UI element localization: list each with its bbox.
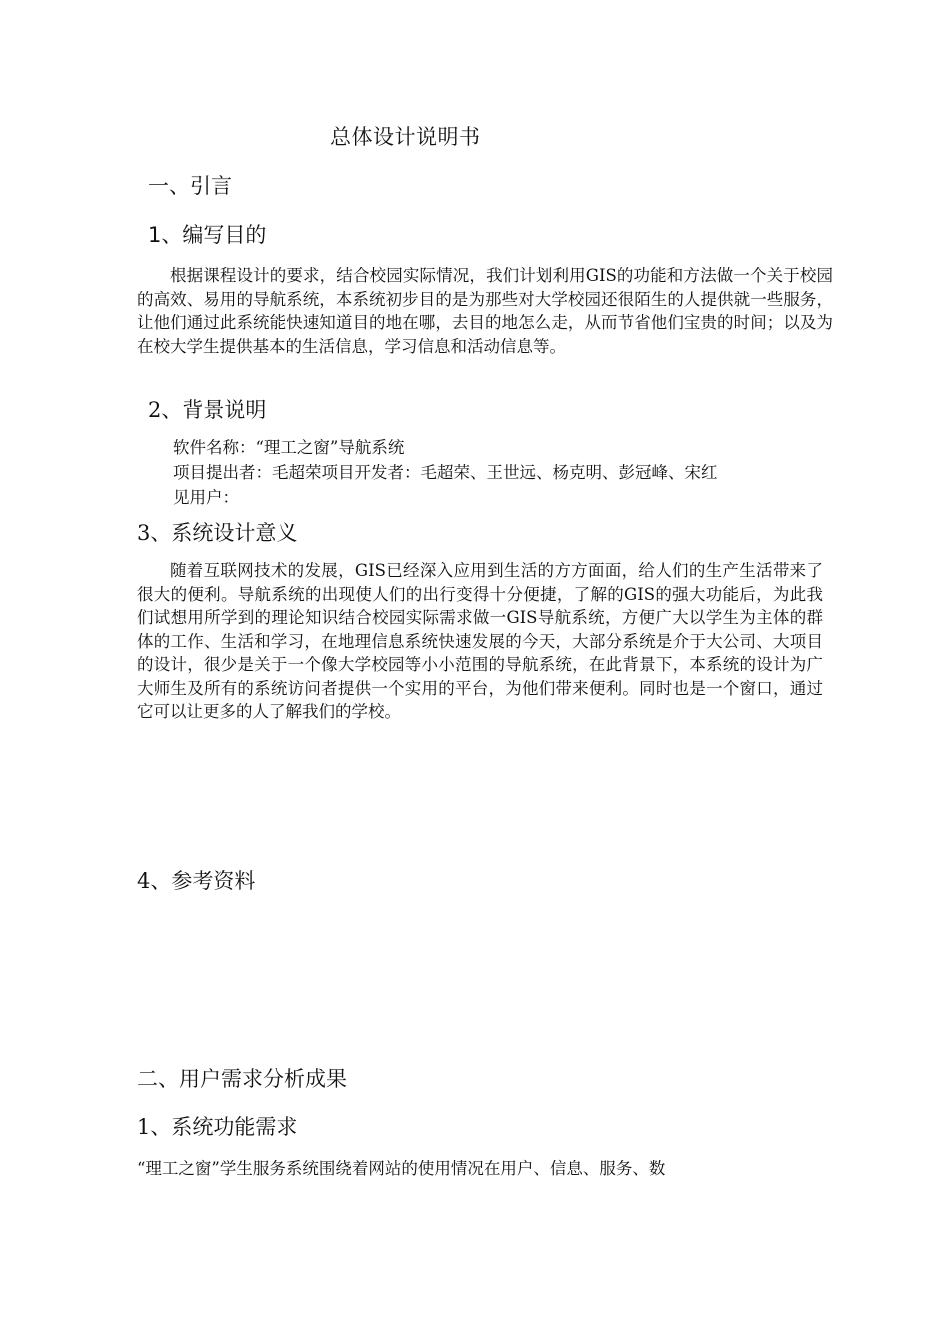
subsection-1-3-heading: 3、系统设计意义 <box>137 521 298 545</box>
subsection-2-1-body: “理工之窗”学生服务系统围绕着网站的使用情况在用户、信息、服务、数 <box>137 1159 666 1178</box>
users-line: 见用户： <box>173 488 239 507</box>
subsection-1-3-body: 随着互联网技术的发展，GIS已经深入应用到生活的方方面面，给人们的生产生活带来了很大的便利。导航系统的出现使人们的出行变得十分便捷，了解的GIS的强大功能后，为此我们试想用所学到的理论知识结合校园实际需求做一GIS导航系统，方便广大以学生为主体的群体的工作、生活和学习，在地理信息系统快速发展的今天，大部分系统是介于大公司、大项目的设计，很少是关于一个像大学校园等小小范围的导航系统，在此背景下，本系统的设计为广大师生及所有的系统访问者提供一个实用的平台，为他们带来便利。同时也是一个窗口，通过它可以让更多的人了解我们的学校。 <box>137 561 823 721</box>
document-title: 总体设计说明书 <box>330 125 481 149</box>
project-proposer-line: 项目提出者：毛超荣项目开发者：毛超荣、王世远、杨克明、彭冠峰、宋红 <box>173 463 718 482</box>
section-2-heading: 二、用户需求分析成果 <box>137 1067 347 1091</box>
subsection-1-4-heading: 4、参考资料 <box>137 869 256 893</box>
subsection-2-1-heading: 1、系统功能需求 <box>137 1115 298 1139</box>
subsection-1-1-heading: 1、编写目的 <box>148 223 267 247</box>
subsection-1-1-body: 根据课程设计的要求，结合校园实际情况，我们计划利用GIS的功能和方法做一个关于校园的高效、易用的导航系统，本系统初步目的是为那些对大学校园还很陌生的人提供就一些服务，让他们通过此系统能快速知道目的地在哪，去目的地怎么走，从而节省他们宝贵的时间；以及为在校大学生提供基本的生活信息，学习信息和活动信息等。 <box>137 266 833 356</box>
software-name-line: 软件名称：“理工之窗”导航系统 <box>173 438 405 457</box>
section-1-heading: 一、引言 <box>148 174 232 198</box>
subsection-1-2-heading: 2、背景说明 <box>148 398 267 422</box>
